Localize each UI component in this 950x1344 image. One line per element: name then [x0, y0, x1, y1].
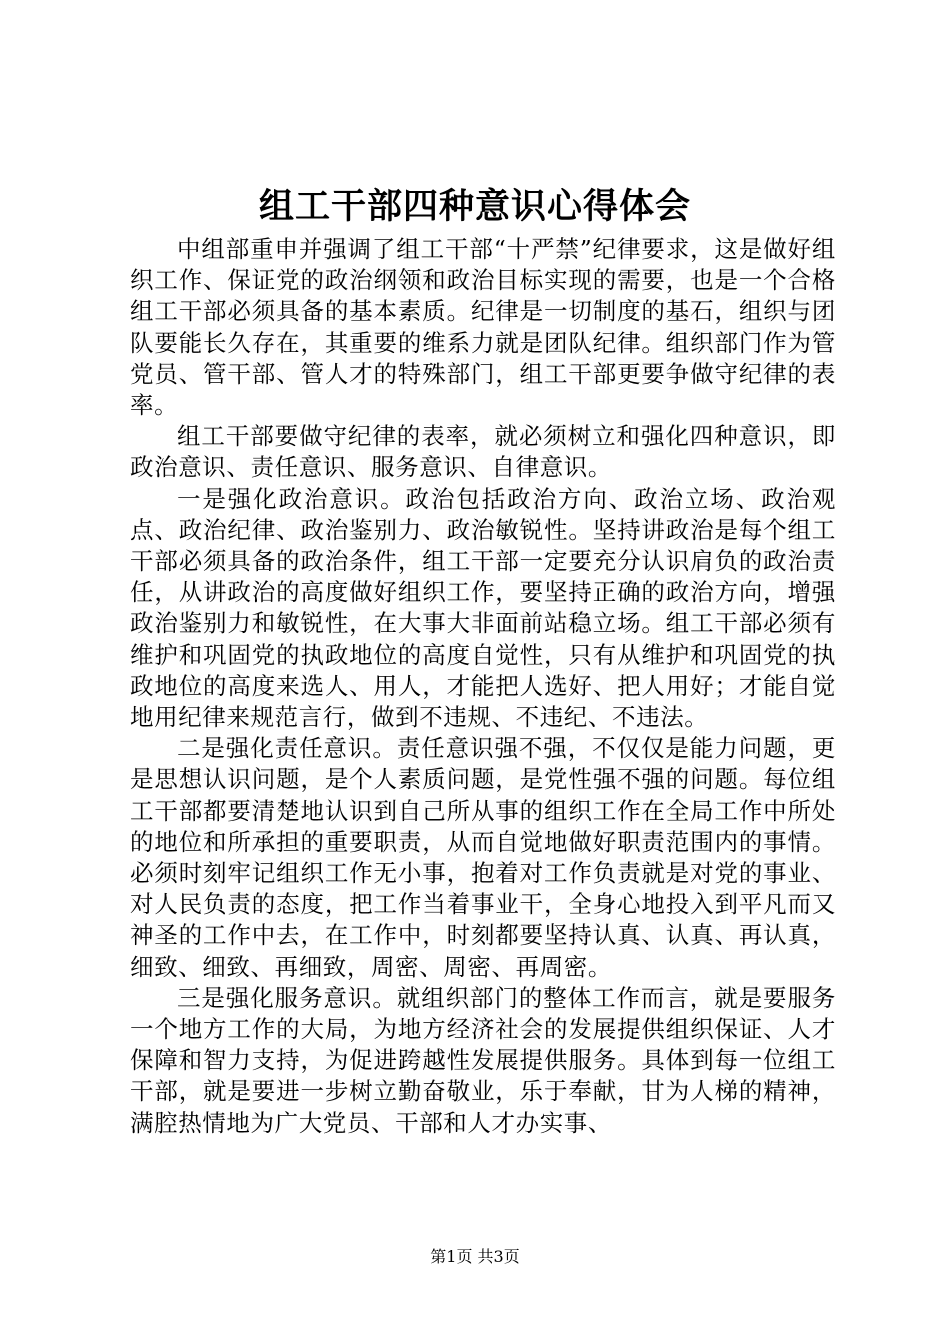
paragraph-political-awareness: 一是强化政治意识。政治包括政治方向、政治立场、政治观点、政治纪律、政治鉴别力、政治敏锐性。坚持讲政治是每个组工干部必须具备的政治条件，组工干部一定要充分认识肩负的政治责任，从讲政治的高度做好组织工作，要坚持正确的政治方向，增强政治鉴别力和敏锐性，在大事大非面前站稳立场。组工干部必须有维护和巩固党的执政地位的高度自觉性，只有从维护和巩固党的执政地位的高度来选人、用人，才能把人选好、把人用好；才能自觉地用纪律来规范言行，做到不违规、不违纪、不违法。: [130, 484, 836, 732]
paragraph-four-awareness: 组工干部要做守纪律的表率，就必须树立和强化四种意识，即政治意识、责任意识、服务意识、自律意识。: [130, 422, 836, 482]
page-number-footer: 第1页 共3页: [430, 1247, 520, 1266]
document-body: [130, 234, 836, 1139]
paragraph-intro: 中组部重申并强调了组工干部“十严禁”纪律要求，这是做好组织工作、保证党的政治纲领和政治目标实现的需要，也是一个合格组工干部必须具备的基本素质。纪律是一切制度的基石，组织与团队要能长久存在，其重要的维系力就是团队纪律。组织部门作为管党员、管干部、管人才的特殊部门，组工干部更要争做守纪律的表率。: [130, 235, 836, 420]
paragraph-responsibility-awareness: 二是强化责任意识。责任意识强不强，不仅仅是能力问题，更是思想认识问题，是个人素质问题，是党性强不强的问题。每位组工干部都要清楚地认识到自己所从事的组织工作在全局工作中所处的地位和所承担的重要职责，从而自觉地做好职责范围内的事情。必须时刻牢记组织工作无小事，抱着对工作负责就是对党的事业、对人民负责的态度，把工作当着事业干，全身心地投入到平凡而又神圣的工作中去，在工作中，时刻都要坚持认真、认真、再认真，细致、细致、再细致，周密、周密、再周密。: [130, 734, 836, 981]
paragraph-service-awareness: 三是强化服务意识。就组织部门的整体工作而言，就是要服务一个地方工作的大局，为地方经济社会的发展提供组织保证、人才保障和智力支持，为促进跨越性发展提供服务。具体到每一位组工干部，就是要进一步树立勤奋敬业，乐于奉献，甘为人梯的精神，满腔热情地为广大党员、干部和人才办实事、: [130, 983, 836, 1137]
document-title: 组工干部四种意识心得体会: [258, 186, 691, 227]
